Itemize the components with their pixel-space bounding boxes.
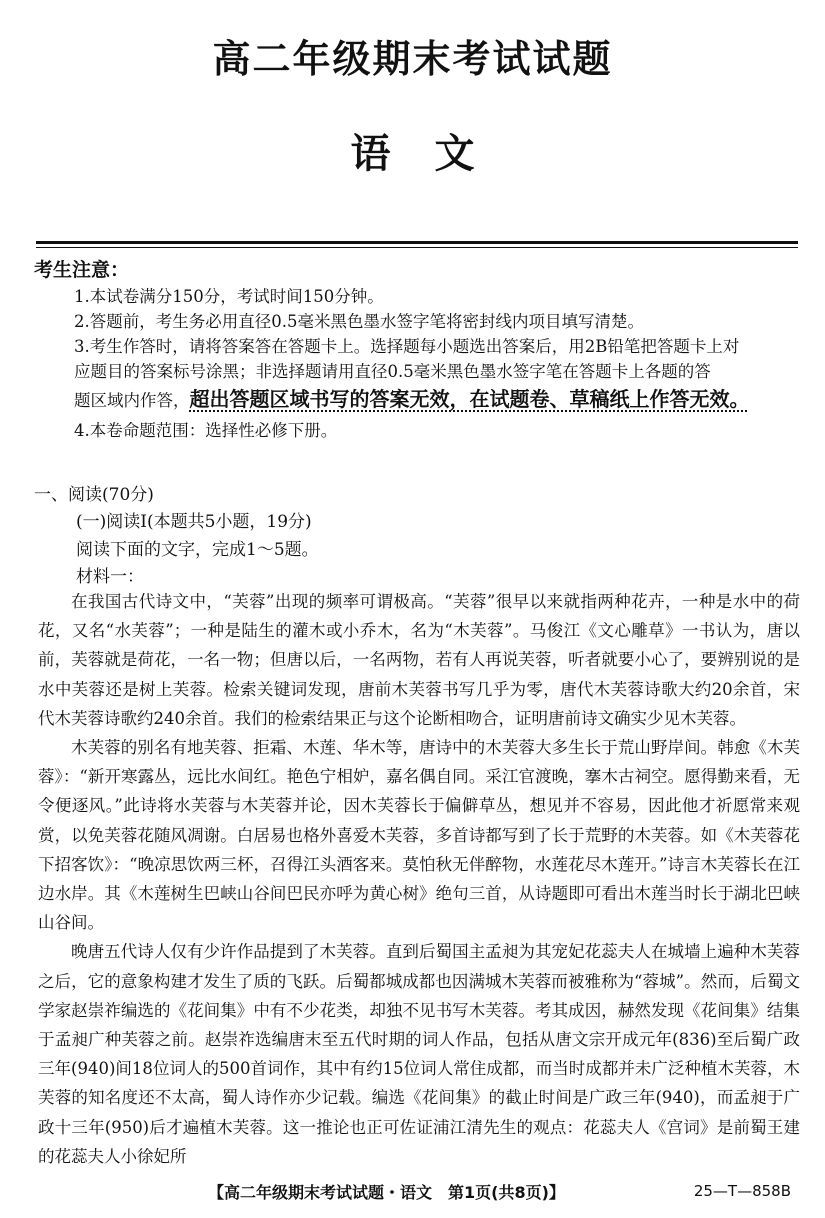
notes-heading: 考生注意： [34,259,130,281]
note-item-continued-text: 题区域内作答， [74,391,190,410]
note-item: 3.考生作答时，请将答案答在答题卡上。选择题每小题选出答案后，用2B铅笔把答题卡上对 [74,337,740,356]
part-heading: (一)阅读Ⅰ(本题共5小题，19分) [76,512,312,532]
note-item-continued: 应题目的答案标号涂黑；非选择题请用直径0.5毫米黑色墨水签字笔在答题卡上各题的答 [74,362,711,381]
note-item: 2.答题前，考生务必用直径0.5毫米黑色墨水签字笔将密封线内项目填写清楚。 [74,312,644,331]
section-heading: 一、阅读(70分) [34,485,154,505]
exam-code: 25—T—858B [693,1182,791,1200]
passage-paragraph: 木芙蓉的别名有地芙蓉、拒霜、木莲、华木等，唐诗中的木芙蓉大多生长于荒山野岸间。韩愈《木芙蓉》：“新开寒露丛，远比水间红。艳色宁相妒，嘉名偶自同。采江官渡晚，搴木古祠空。愿得勤来看，无令便逐风。”此诗将水芙蓉与木芙蓉并论，因木芙蓉长于偏僻草丛，想见并不容易，因此他才祈愿常来观赏，以免芙蓉花随风凋谢。白居易也格外喜爱木芙蓉，多首诗都写到了长于荒野的木芙蓉。如《木芙蓉花下招客饮》：“晚凉思饮两三杯，召得江头酒客来。莫怕秋无伴醉物，水莲花尽木莲开。”诗言木芙蓉长在江边水岸。其《木莲树生巴峡山谷间巴民亦呼为黄心树》绝句三首，从诗题即可看出木莲当时长于湖北巴峡山谷间。 [38,738,800,933]
note-item-continued [74,384,804,414]
emphasis-warning: 超出答题区域书写的答案无效，在试题卷、草稿纸上作答无效。 [189,387,750,411]
material-label: 材料一： [76,567,144,587]
subject-title: 语文 [350,131,519,177]
note-item: 4.本卷命题范围：选择性必修下册。 [74,421,338,440]
passage-paragraph: 在我国古代诗文中，“芙蓉”出现的频率可谓极高。“芙蓉”很早以来就指两种花卉，一种是水中的荷花，又名“水芙蓉”；一种是陆生的灌木或小乔木，名为“木芙蓉”。马俊江《文心雕草》一书认为，唐以前，芙蓉就是荷花，一名一物；但唐以后，一名两物，若有人再说芙蓉，听者就要小心了，要辨别说的是水中芙蓉还是树上芙蓉。检索关键词发现，唐前木芙蓉书写几乎为零，唐代木芙蓉诗歌大约20余首，宋代木芙蓉诗歌约240余首。我们的检索结果正与这个论断相吻合，证明唐前诗文确实少见木芙蓉。 [38,592,800,728]
notes-list [74,284,804,443]
passage-paragraph: 晚唐五代诗人仅有少许作品提到了木芙蓉。直到后蜀国主孟昶为其宠妃花蕊夫人在城墙上遍种木芙蓉之后，它的意象构建才发生了质的飞跃。后蜀都城成都也因满城木芙蓉而被雅称为“蓉城”。然而，后蜀文学家赵崇祚编选的《花间集》中有不少花类，却独不见书写木芙蓉。考其成因，赫然发现《花间集》结集于孟昶广种芙蓉之前。赵崇祚选编唐末至五代时期的词人作品，包括从唐文宗开成元年(836)至后蜀广政三年(940)间18位词人的500首词作，其中有约15位词人常住成都，而当时成都并未广泛种植木芙蓉，木芙蓉的知名度还不太高，蜀人诗作亦少记载。编选《花间集》的截止时间是广政三年(940)，而孟昶于广政十三年(950)后才遍植木芙蓉。这一推论也正可佐证浦江清先生的观点：花蕊夫人《宫词》是前蜀王建的花蕊夫人小徐妃所 [38,942,800,1166]
exam-title: 高二年级期末考试试题 [212,37,613,81]
note-item: 1.本试卷满分150分，考试时间150分钟。 [74,287,384,306]
page-footer: 【高二年级期末考试试题・语文 第1页(共8页)】 [208,1183,565,1202]
header-divider [36,241,798,248]
instruction-text: 阅读下面的文字，完成1～5题。 [76,540,319,560]
reading-passage [38,587,800,1171]
